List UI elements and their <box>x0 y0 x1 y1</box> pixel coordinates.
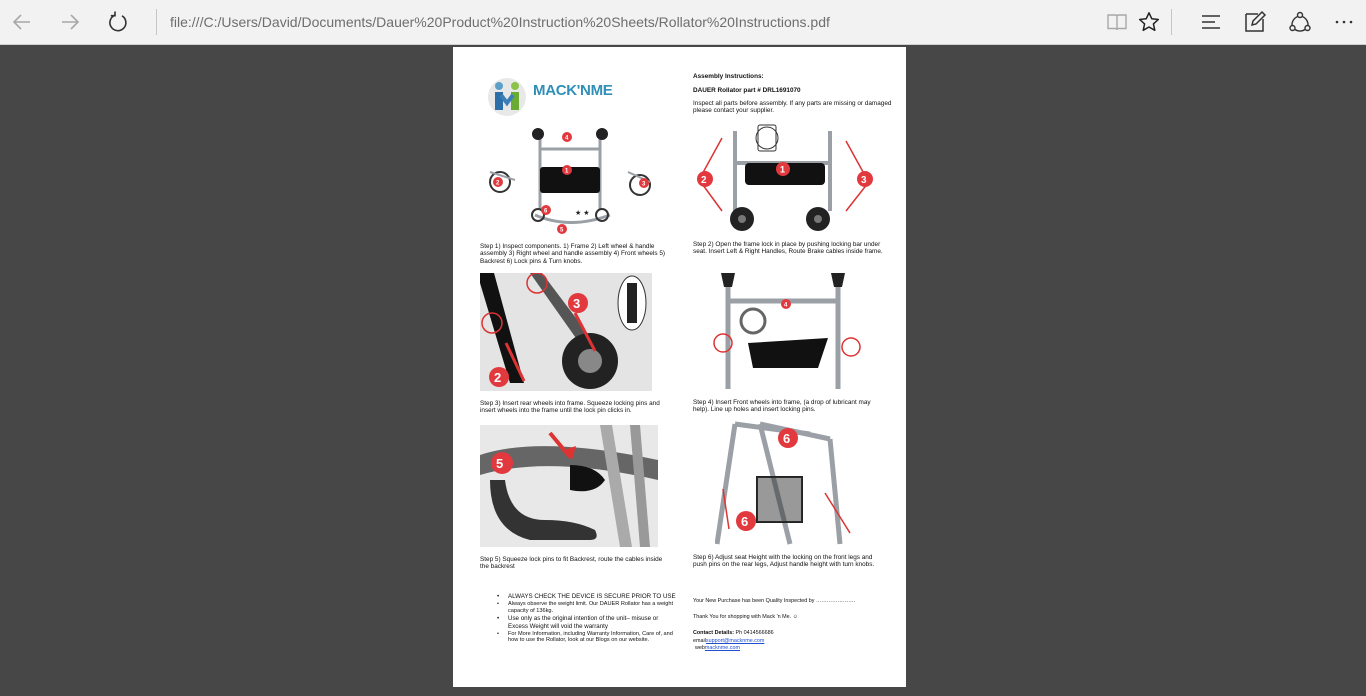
email-link[interactable]: support@macknme.com <box>705 638 765 644</box>
step6-text: Step 6) Adjust seat Height with the locking on the front legs and push pins on the rear legs, Adjust handle height with turn knobs. <box>693 554 875 569</box>
logo-mark-icon <box>485 75 529 119</box>
assembly-header <box>693 73 893 115</box>
label-4: 4 <box>784 302 788 309</box>
step4-photo <box>693 271 865 391</box>
brand-wordmark: MACK'NME <box>533 82 613 99</box>
label-4: 4 <box>565 135 569 142</box>
forward-button[interactable] <box>54 6 86 38</box>
forward-arrow-icon <box>58 10 82 34</box>
part-number: DAUER Rollator part # DRL1691070 <box>693 87 801 95</box>
step3-text: Step 3) Insert rear wheels into frame. Squeeze locking pins and insert wheels into the frame until the lock pin clicks in. <box>480 400 660 415</box>
list-item: • ALWAYS CHECK THE DEVICE IS SECURE PRIOR TO USE <box>497 593 677 600</box>
list-item: • Always observe the weight limit. Our DAUER Rollator has a weight capacity of 136kg. <box>497 601 677 614</box>
rollator-frame-image <box>690 123 880 235</box>
label-3: 3 <box>642 181 646 188</box>
step2-text: Step 2) Open the frame lock in place by pushing locking bar under seat. Insert Left & Right Handles, Route Brake cables inside frame. <box>693 241 883 256</box>
step5-text: Step 5) Squeeze lock pins to fit Backrest, route the cables inside the backrest <box>480 556 663 571</box>
web-line <box>693 645 893 652</box>
more-button[interactable] <box>1328 6 1360 38</box>
list-item: • Use only as the original intention of the unit– misuse or Excess Weight will void the warranty <box>497 615 677 629</box>
reading-view-button[interactable] <box>1101 6 1133 38</box>
email-line <box>693 638 893 645</box>
step1-text: Step 1) Inspect components. 1) Frame 2) Left wheel & handle assembly 3) Right wheel and handle assembly 4) Front wheels 5) Backrest 6) Lock pins & Turn knobs. <box>480 243 666 265</box>
hub-button[interactable] <box>1195 6 1227 38</box>
refresh-icon <box>106 10 130 34</box>
svg-text:★ ★: ★ ★ <box>575 210 590 217</box>
toolbar-divider <box>156 9 157 35</box>
contact-footer <box>693 598 893 652</box>
label-1: 1 <box>565 168 569 175</box>
web-link[interactable]: macknme.com <box>704 645 740 651</box>
back-arrow-icon <box>10 10 34 34</box>
refresh-button[interactable] <box>102 6 134 38</box>
address-bar[interactable]: file:///C:/Users/David/Documents/Dauer%20Product%20Instruction%20Sheets/Rollator%20Instructions.pdf <box>170 14 830 30</box>
share-button[interactable] <box>1284 6 1316 38</box>
thanks-line <box>693 614 893 621</box>
phone-number: Ph 0414566686 <box>735 630 774 636</box>
step6-photo <box>715 419 865 547</box>
label-3: 3 <box>573 296 581 311</box>
intro-text: Inspect all parts before assembly. If any parts are missing or damaged please contact your supplier. <box>693 99 892 115</box>
label-6: 6 <box>741 514 749 529</box>
step1-photo <box>480 127 660 237</box>
backrest-lock-image <box>480 425 658 547</box>
label-5: 5 <box>496 456 504 471</box>
label-3: 3 <box>861 175 867 186</box>
web-note-button[interactable] <box>1239 6 1271 38</box>
brand-logo <box>485 75 635 119</box>
label-2: 2 <box>496 180 500 187</box>
thanks-text: Thank You for shopping with Mack 'n Me. <box>693 614 792 620</box>
step4-text: Step 4) Insert Front wheels into frame, (a drop of lubricant may help). Line up holes and insert locking pins. <box>693 399 871 414</box>
step3-photo <box>480 273 652 391</box>
pen-note-icon <box>1243 10 1267 34</box>
step2-photo <box>690 123 880 235</box>
toolbar-divider <box>1171 9 1172 35</box>
height-adjust-image <box>715 419 865 547</box>
doc-title: Assembly Instructions: <box>693 73 764 80</box>
star-icon <box>1137 10 1161 34</box>
favorite-button[interactable] <box>1133 6 1165 38</box>
more-dots-icon <box>1332 10 1356 34</box>
pdf-page <box>453 47 906 687</box>
safety-list <box>497 593 677 645</box>
label-1: 1 <box>780 164 786 175</box>
list-item: • For More Information, including Warranty Information, Care of, and how to use the Rollator, look at our Blogs on our website. <box>497 631 677 644</box>
email-label: email <box>693 638 706 644</box>
inspected-line: Your New Purchase has been Quality Inspected by …………………. <box>693 598 856 604</box>
label-5: 5 <box>560 227 564 234</box>
book-icon <box>1105 10 1129 34</box>
hub-lines-icon <box>1199 10 1223 34</box>
label-6: 6 <box>544 208 548 215</box>
rollator-components-image <box>480 127 660 237</box>
rear-wheel-insert-image <box>480 273 652 391</box>
back-button[interactable] <box>6 6 38 38</box>
label-6: 6 <box>783 431 791 446</box>
share-icon <box>1288 10 1312 34</box>
web-label: web <box>695 645 705 651</box>
browser-toolbar <box>0 0 1366 45</box>
label-2: 2 <box>701 175 707 186</box>
contact-phone-line <box>693 630 893 637</box>
label-2: 2 <box>494 370 502 385</box>
contact-label: Contact Details: <box>693 630 735 636</box>
page-scrollbar[interactable] <box>1356 45 1366 696</box>
front-wheel-insert-image <box>693 271 865 391</box>
step5-photo <box>480 425 658 547</box>
smiley-icon: ☺ <box>792 614 799 620</box>
